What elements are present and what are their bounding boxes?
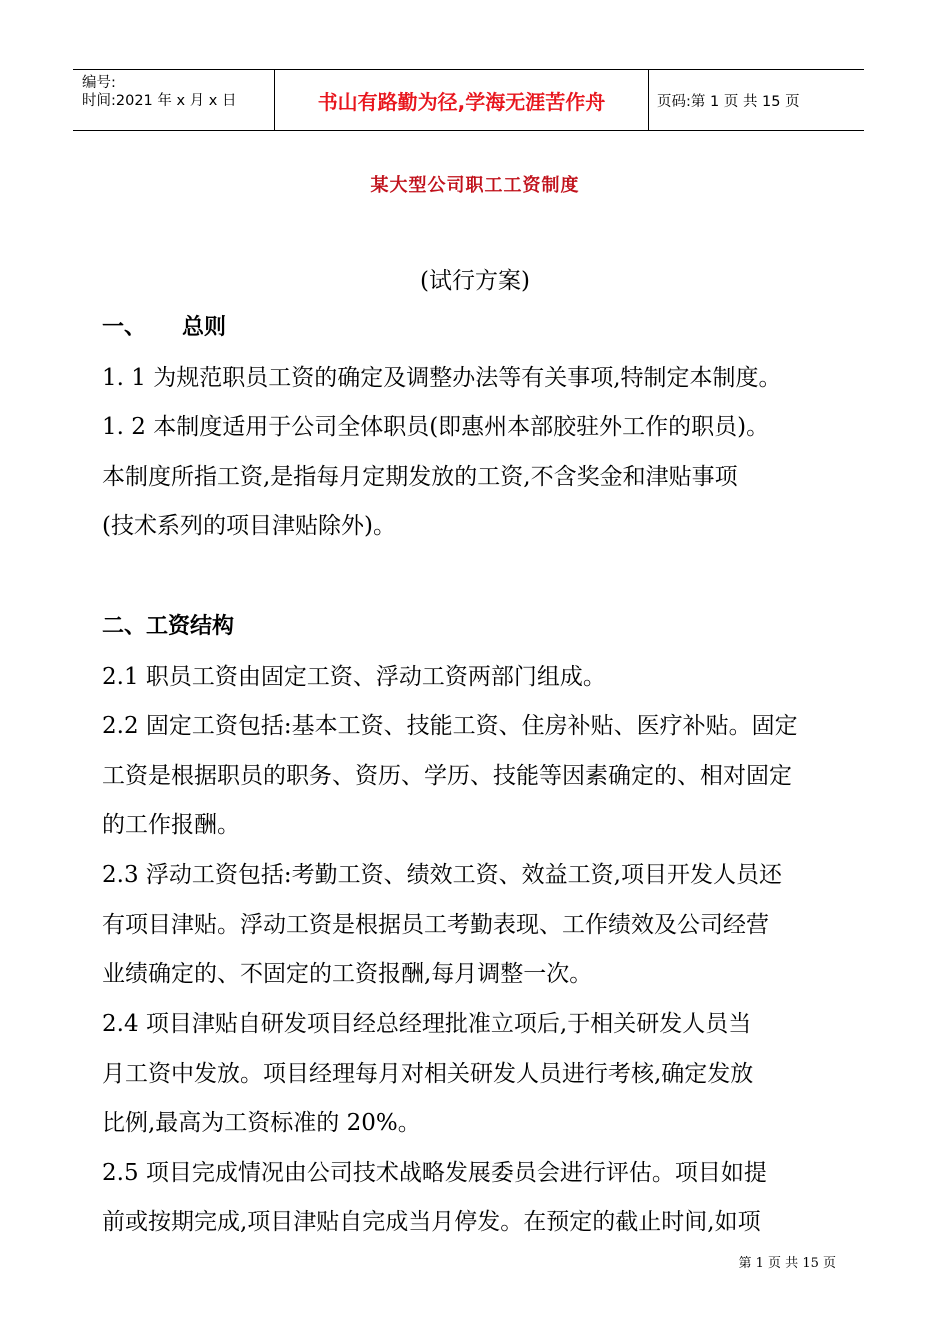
page-header xyxy=(73,69,864,131)
header-motto: 书山有路勤为径,学海无涯苦作舟 xyxy=(275,70,649,130)
section-1-heading xyxy=(102,313,226,343)
paragraph-2-2-line-1: 2.2 固定工资包括:基本工资、技能工资、住房补贴、医疗补贴。固定 xyxy=(102,713,798,739)
section-1-number: 一、 xyxy=(102,315,147,340)
paragraph-1-1: 1. 1 为规范职员工资的确定及调整办法等有关事项,特制定本制度。 xyxy=(102,365,782,391)
document-subtitle: (试行方案) xyxy=(420,268,530,294)
section-1-title: 总则 xyxy=(182,315,227,340)
header-meta xyxy=(73,70,275,130)
document-number-label: 编号: xyxy=(82,75,116,91)
paragraph-1-2-line-1: 1. 2 本制度适用于公司全体职员(即惠州本部胶驻外工作的职员)。 xyxy=(102,414,770,440)
page-footer: 第 1 页 共 15 页 xyxy=(738,1256,836,1271)
document-title: 某大型公司职工工资制度 xyxy=(370,175,580,196)
paragraph-2-2-line-3: 的工作报酬。 xyxy=(102,812,240,838)
paragraph-1-2-line-3: (技术系列的项目津贴除外)。 xyxy=(102,513,396,539)
paragraph-2-5-line-1: 2.5 项目完成情况由公司技术战略发展委员会进行评估。项目如提 xyxy=(102,1160,767,1186)
paragraph-2-3-line-3: 业绩确定的、不固定的工资报酬,每月调整一次。 xyxy=(102,961,593,987)
header-page-indicator: 页码:第 1 页 共 15 页 xyxy=(657,93,800,110)
paragraph-2-4-line-1: 2.4 项目津贴自研发项目经总经理批准立项后,于相关研发人员当 xyxy=(102,1011,752,1037)
paragraph-1-2-line-2: 本制度所指工资,是指每月定期发放的工资,不含奖金和津贴事项 xyxy=(102,464,738,490)
paragraph-2-5-line-2: 前或按期完成,项目津贴自完成当月停发。在预定的截止时间,如项 xyxy=(102,1209,761,1235)
paragraph-2-3-line-2: 有项目津贴。浮动工资是根据员工考勤表现、工作绩效及公司经营 xyxy=(102,912,769,938)
paragraph-2-1: 2.1 职员工资由固定工资、浮动工资两部门组成。 xyxy=(102,664,606,690)
paragraph-2-4-line-2: 月工资中发放。项目经理每月对相关研发人员进行考核,确定发放 xyxy=(102,1061,754,1087)
paragraph-2-3-line-1: 2.3 浮动工资包括:考勤工资、绩效工资、效益工资,项目开发人员还 xyxy=(102,862,782,888)
section-2-heading: 二、工资结构 xyxy=(102,614,235,639)
paragraph-2-2-line-2: 工资是根据职员的职务、资历、学历、技能等因素确定的、相对固定 xyxy=(102,763,792,789)
document-time-label: 时间:2021 年 x 月 x 日 xyxy=(82,93,237,109)
paragraph-2-4-line-3: 比例,最高为工资标准的 20%。 xyxy=(102,1110,421,1136)
